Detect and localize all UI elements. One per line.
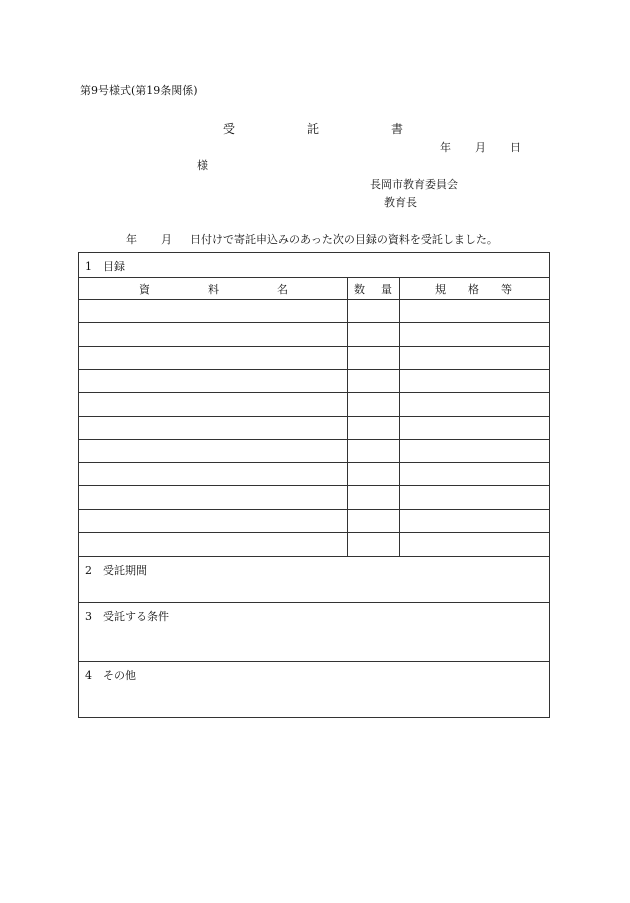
- header-quantity: [354, 281, 392, 297]
- form-table: [78, 252, 550, 718]
- statement-line: [126, 231, 498, 247]
- date-line: [440, 139, 521, 155]
- statement-body: 日付けで寄託申込みのあった次の目録の資料を受託しました。: [190, 233, 498, 246]
- form-number: 第9号様式(第19条関係): [80, 84, 198, 97]
- title-char-1: 受: [223, 122, 236, 136]
- header-spec-char-3: 等: [501, 283, 512, 296]
- row-line: [79, 556, 549, 557]
- divider: [79, 602, 549, 603]
- document-title: [223, 120, 403, 137]
- column-divider: [347, 277, 348, 556]
- row-line: [79, 369, 549, 370]
- header-name-char-2: 料: [208, 283, 219, 296]
- row-line: [79, 509, 549, 510]
- divider: [79, 661, 549, 662]
- header-quantity-char-1: 数: [354, 283, 365, 296]
- section-period-label: 2 受託期間: [85, 564, 147, 577]
- row-line: [79, 532, 549, 533]
- date-month: 月: [475, 141, 486, 154]
- header-quantity-char-2: 量: [381, 283, 392, 296]
- header-spec-char-2: 格: [468, 283, 479, 296]
- title-char-2: 託: [307, 122, 320, 136]
- row-line: [79, 322, 549, 323]
- row-line: [79, 392, 549, 393]
- row-line: [79, 346, 549, 347]
- section-conditions-label: 3 受託する条件: [85, 610, 169, 623]
- statement-month: 月: [161, 233, 172, 246]
- row-line: [79, 416, 549, 417]
- date-day: 日: [510, 141, 521, 154]
- statement-year: 年: [126, 233, 137, 246]
- header-name-char-3: 名: [277, 283, 288, 296]
- divider: [79, 277, 549, 278]
- title-char-3: 書: [391, 122, 404, 136]
- row-line: [79, 462, 549, 463]
- header-spec-char-1: 規: [435, 283, 446, 296]
- header-name: [139, 281, 288, 297]
- row-line: [79, 485, 549, 486]
- section-other-label: 4 その他: [85, 669, 136, 682]
- addressee-suffix: 様: [197, 159, 208, 172]
- date-year: 年: [440, 141, 451, 154]
- issuer-title: 教育長: [384, 196, 417, 209]
- issuer-organization: 長岡市教育委員会: [370, 178, 458, 191]
- header-spec: [435, 281, 512, 297]
- divider: [79, 299, 549, 300]
- section-catalog-label: 1 目録: [85, 260, 125, 273]
- header-name-char-1: 資: [139, 283, 150, 296]
- row-line: [79, 439, 549, 440]
- column-divider: [399, 277, 400, 556]
